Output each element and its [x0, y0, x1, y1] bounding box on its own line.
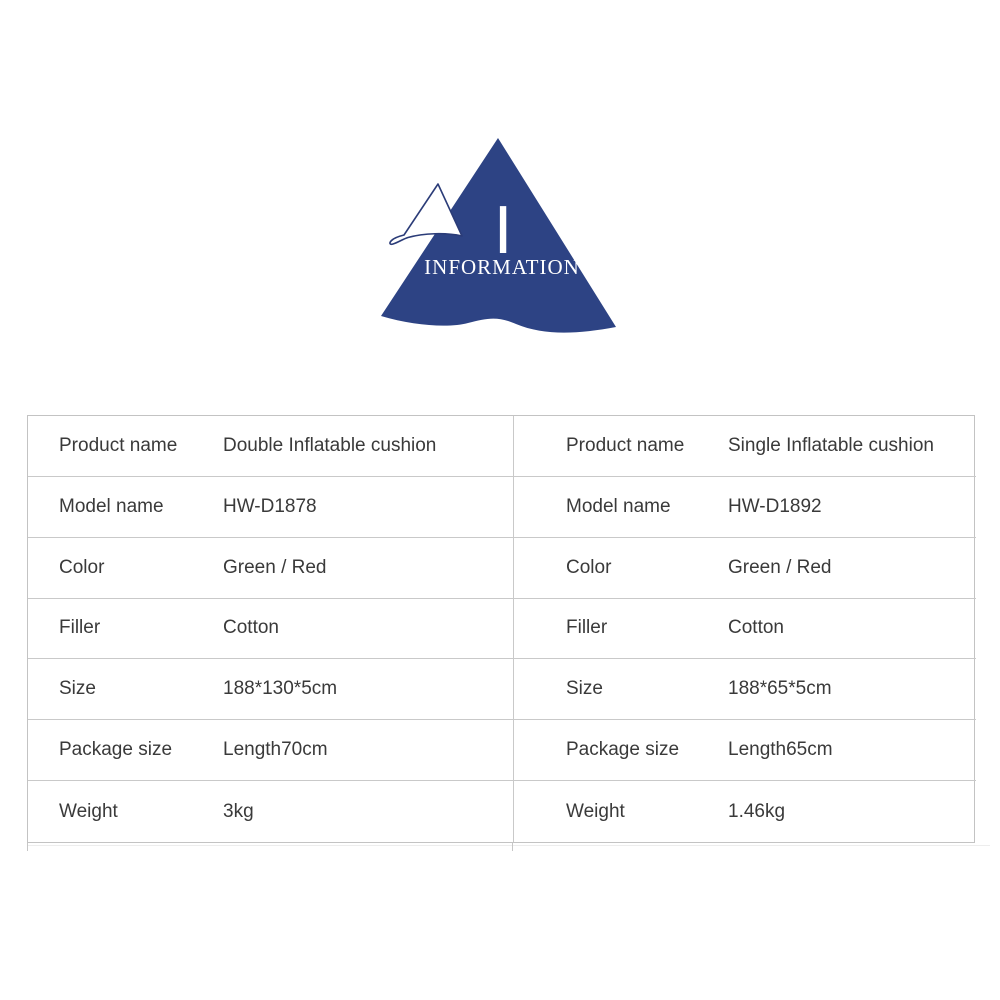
spec-label: Color — [513, 538, 728, 598]
spec-row-model-name — [28, 477, 976, 538]
spec-value: Green / Red — [223, 556, 327, 578]
spec-label: Product name — [59, 434, 178, 456]
spec-label: Model name — [513, 477, 728, 537]
spec-row-color — [28, 538, 976, 599]
spec-label: Size — [59, 678, 96, 700]
spec-value: Single Inflatable cushion — [728, 434, 934, 456]
spec-label: Model name — [59, 495, 164, 517]
spec-value: 3kg — [223, 800, 254, 822]
spec-value: 1.46kg — [728, 800, 786, 822]
information-logo — [370, 128, 630, 343]
spec-label: Size — [513, 659, 728, 719]
spec-value: Double Inflatable cushion — [223, 434, 437, 456]
spec-label: Filler — [59, 617, 101, 639]
spec-value: Cotton — [728, 617, 784, 639]
spec-row-size — [28, 659, 976, 720]
spec-value: Green / Red — [728, 556, 832, 578]
spec-label: Weight — [59, 800, 118, 822]
logo-information-text: INFORMATION — [424, 255, 580, 279]
spec-value: Length65cm — [728, 739, 833, 761]
spec-value: 188*130*5cm — [223, 678, 338, 700]
spec-value: HW-D1878 — [223, 495, 317, 517]
spec-label: Color — [59, 556, 105, 578]
spec-row-weight — [28, 781, 976, 842]
spec-value: Cotton — [223, 617, 279, 639]
spec-row-product-name — [28, 416, 976, 477]
table-left-border-stub — [27, 843, 28, 851]
spec-label: Product name — [513, 416, 728, 476]
spec-label: Package size — [513, 720, 728, 780]
spec-label: Weight — [513, 781, 728, 842]
table-bottom-faint-line — [27, 845, 990, 846]
spec-value: 188*65*5cm — [728, 678, 832, 700]
spec-tables — [27, 415, 975, 843]
logo-letter-i: I — [493, 195, 513, 269]
spec-value: HW-D1892 — [728, 495, 822, 517]
spec-label: Package size — [59, 739, 173, 761]
spec-row-filler — [28, 599, 976, 660]
spec-row-package-size — [28, 720, 976, 781]
spec-value: Length70cm — [223, 739, 328, 761]
spec-label: Filler — [513, 599, 728, 659]
table-middle-border-stub — [512, 843, 513, 851]
